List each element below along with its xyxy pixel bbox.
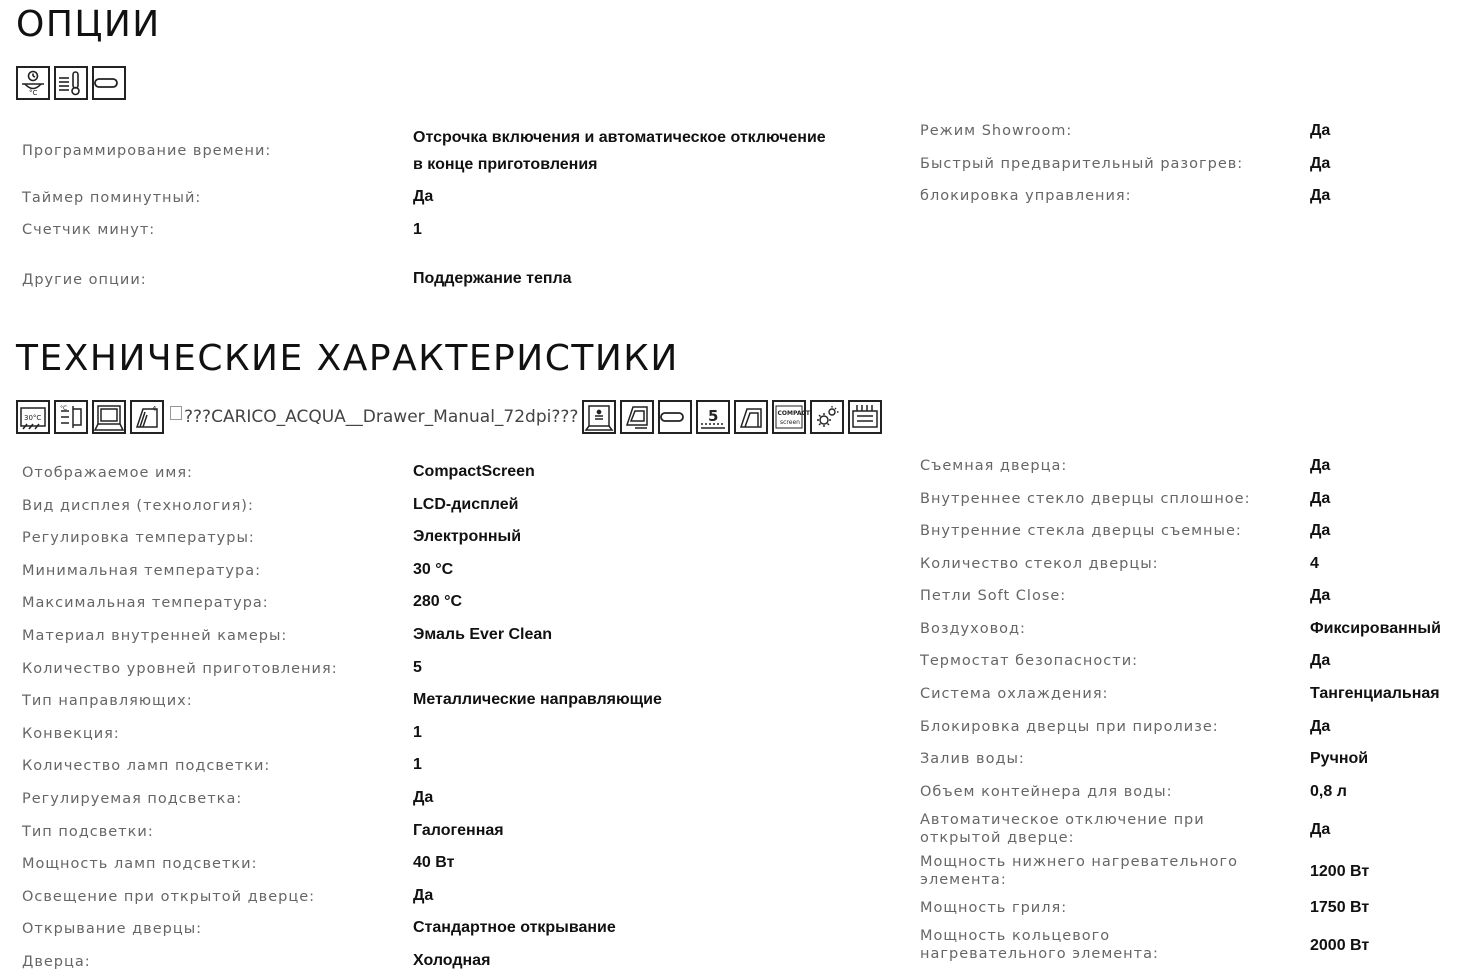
spec-value: CompactScreen (413, 463, 535, 480)
options-left-column (22, 120, 882, 300)
spec-value: 280 °C (413, 593, 463, 611)
screen-icon-label: screen (780, 419, 801, 426)
broken-image-placeholder (170, 400, 578, 434)
spec-label: Мощность кольцевого нагревательного элемента: (920, 928, 1159, 962)
spec-label: Минимальная температура: (22, 562, 261, 579)
spec-value: Да (413, 188, 434, 205)
spec-value: Да (1310, 457, 1331, 474)
tech-title: ТЕХНИЧЕСКИЕ ХАРАКТЕРИСТИКИ (16, 338, 679, 379)
timer-temperature-icon (16, 66, 50, 100)
spec-label: Количество уровней приготовления: (22, 660, 338, 677)
removable-door-icon (620, 400, 654, 434)
broken-image-icon (170, 406, 182, 420)
thermostat-icon (848, 400, 882, 434)
tech-icon-row (16, 400, 886, 434)
spec-label: Вид дисплея (технология): (22, 497, 254, 514)
spec-value: Эмаль Ever Clean (413, 626, 553, 643)
spec-value: Да (413, 886, 434, 904)
spec-value: Да (413, 789, 434, 806)
spec-label: Счетчик минут: (22, 222, 156, 238)
spec-label: Регулируемая подсветка: (22, 791, 243, 807)
spec-value: Стандартное открывание (413, 919, 616, 937)
inner-glass-icon (734, 400, 768, 434)
compact-icon-label: COMPACT (777, 410, 811, 417)
spec-value: Да (1310, 490, 1331, 507)
compact-screen-icon (772, 400, 811, 434)
spec-value: Холодная (413, 952, 491, 969)
spec-value: 4 (1310, 555, 1319, 572)
spec-value: 2000 Вт (1310, 937, 1370, 954)
options-title: ОПЦИИ (16, 4, 161, 45)
spec-value: Да (1310, 522, 1331, 539)
halogen-light-icon (810, 400, 844, 434)
spec-label: блокировка управления: (920, 188, 1132, 204)
spec-label: Система охлаждения: (920, 686, 1109, 702)
spec-label: Материал внутренней камеры: (22, 628, 288, 644)
key-lock-icon (92, 66, 126, 100)
spec-value: 1 (413, 756, 422, 774)
spec-label: Освещение при открытой дверце: (22, 888, 316, 905)
options-right-column (920, 120, 1440, 220)
svg-text:°C: °C (29, 89, 38, 97)
spec-value: Да (1310, 122, 1331, 139)
spec-label: Съемная дверца: (920, 458, 1068, 474)
spec-label: Термостат безопасности: (920, 653, 1139, 669)
spec-value: 1 (413, 723, 422, 741)
spec-value: Отсрочка включения и автоматическое отключение (413, 129, 826, 146)
spec-label: Отображаемое имя: (22, 465, 193, 481)
spec-label: Мощность нижнего нагревательного элемента: (920, 854, 1238, 888)
spec-value: Поддержание тепла (413, 270, 572, 287)
spec-value: LCD-дисплей (413, 495, 519, 513)
spec-label: Другие опции: (22, 272, 147, 288)
spec-label: Таймер поминутный: (22, 190, 202, 206)
spec-value: Да (1310, 155, 1331, 172)
spec-label: Конвекция: (22, 725, 120, 742)
spec-label: Тип подсветки: (22, 823, 154, 840)
five-levels-number: 5 (708, 407, 719, 425)
cooling-system-icon (54, 400, 88, 434)
spec-value: Да (1310, 587, 1331, 604)
spec-label: Залив воды: (920, 751, 1025, 767)
options-icon-row (16, 66, 130, 100)
spec-value: Да (1310, 652, 1331, 669)
spec-value: 30 °C (413, 560, 454, 578)
spec-label: Режим Showroom: (920, 123, 1073, 139)
five-levels-icon (696, 400, 730, 434)
spec-label: Внутреннее стекло дверцы сплошное: (920, 491, 1251, 507)
fast-preheat-icon (54, 66, 88, 100)
svg-text:30°C: 30°C (24, 414, 42, 422)
spec-label: Регулировка температуры: (22, 530, 255, 547)
spec-value: 0,8 л (1310, 783, 1347, 800)
spec-value: Электронный (413, 528, 522, 546)
oven-lamp-icon (582, 400, 616, 434)
spec-value: 5 (413, 658, 422, 676)
spec-value: Да (1310, 718, 1331, 735)
spec-label: Мощность гриля: (920, 900, 1068, 916)
spec-label: Количество ламп подсветки: (22, 758, 271, 775)
spec-label: Объем контейнера для воды: (920, 784, 1173, 800)
spec-value: 40 Вт (413, 854, 455, 872)
spec-label: Блокировка дверцы при пиролизе: (920, 719, 1219, 735)
spec-label: Программирование времени: (22, 143, 272, 159)
svg-text:4: 4 (152, 405, 157, 413)
temperature-range-icon (16, 400, 50, 434)
spec-label: Мощность ламп подсветки: (22, 856, 258, 873)
broken-image-alt-text: ???CARICO_ACQUA__Drawer_Manual_72dpi??? (184, 407, 579, 427)
spec-value: 1 (413, 221, 422, 238)
spec-value: Да (1310, 821, 1331, 838)
tech-right-column (920, 452, 1450, 967)
spec-label: Открывание дверцы: (22, 921, 203, 938)
four-glass-door-icon (130, 400, 164, 434)
door-lock-icon (658, 400, 692, 434)
spec-label: Внутренние стекла дверцы съемные: (920, 523, 1242, 539)
spec-value-line2: в конце приготовления (413, 156, 598, 173)
spec-label: Дверца: (22, 954, 91, 970)
spec-label: Количество стекол дверцы: (920, 556, 1159, 572)
spec-value: Фиксированный (1310, 620, 1441, 637)
spec-value: 1200 Вт (1310, 863, 1370, 880)
spec-value: Тангенциальная (1310, 685, 1440, 702)
spec-label: Тип направляющих: (22, 693, 193, 710)
spec-value: 1750 Вт (1310, 899, 1370, 916)
spec-label: Автоматическое отключение при открытой дверце: (920, 812, 1205, 846)
spec-value: Металлические направляющие (413, 691, 662, 709)
svg-text:°C: °C (60, 405, 68, 412)
spec-value: Галогенная (413, 821, 504, 839)
spec-label: Максимальная температура: (22, 595, 269, 612)
spec-label: Воздуховод: (920, 621, 1026, 637)
spec-value: Да (1310, 187, 1331, 204)
tech-left-column (22, 456, 882, 970)
spec-label: Быстрый предварительный разогрев: (920, 156, 1244, 172)
spec-label: Петли Soft Close: (920, 588, 1067, 604)
door-glass-icon (92, 400, 126, 434)
spec-value: Ручной (1310, 750, 1369, 767)
